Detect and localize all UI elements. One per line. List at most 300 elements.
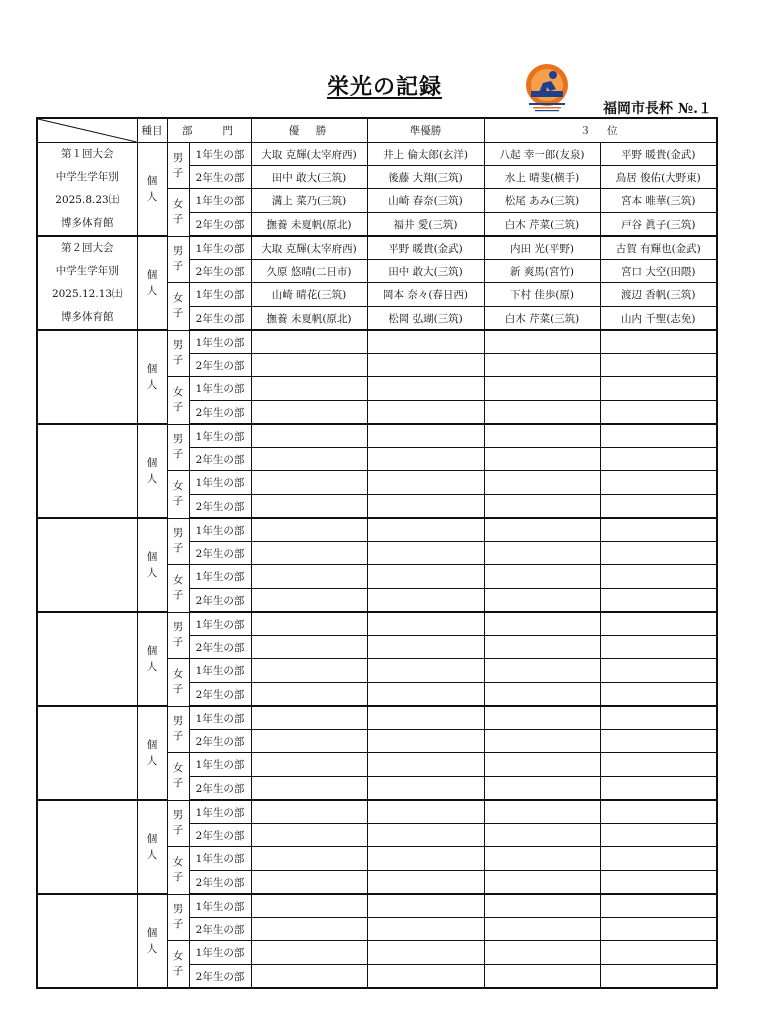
third1-cell bbox=[484, 542, 600, 565]
winner-cell bbox=[251, 542, 367, 565]
third2-cell bbox=[600, 730, 717, 753]
gender-female-label: 女子 bbox=[172, 386, 184, 414]
competition-line: 博多体育館 bbox=[61, 217, 114, 229]
third1-cell: 八起 幸一郎(友泉) bbox=[484, 143, 600, 166]
event-label: 個人 bbox=[146, 363, 158, 391]
third2-cell bbox=[600, 871, 717, 895]
third1-cell bbox=[484, 683, 600, 707]
competition-line bbox=[38, 588, 137, 611]
third2-cell bbox=[600, 471, 717, 495]
record-table bbox=[36, 117, 718, 989]
runner-up-cell bbox=[367, 941, 484, 965]
gender-male-label: 男子 bbox=[172, 433, 184, 461]
competition-line bbox=[38, 707, 137, 730]
winner-cell bbox=[251, 730, 367, 753]
runner-up-cell bbox=[367, 636, 484, 659]
third1-cell bbox=[484, 659, 600, 683]
third1-cell bbox=[484, 518, 600, 542]
competition-line bbox=[38, 494, 137, 517]
table-row bbox=[37, 236, 717, 260]
third2-cell: 鳥居 俊佑(大野東) bbox=[600, 166, 717, 189]
winner-cell bbox=[251, 424, 367, 448]
third1-cell bbox=[484, 777, 600, 801]
third2-cell bbox=[600, 941, 717, 965]
gender-male-cell bbox=[167, 330, 189, 377]
competition-info bbox=[38, 519, 137, 611]
gender-male-label: 男子 bbox=[172, 809, 184, 837]
gender-male-cell bbox=[167, 518, 189, 565]
third2-cell: 戸谷 眞子(三筑) bbox=[600, 213, 717, 237]
header-row bbox=[37, 118, 717, 143]
division-cell: 2年生の部 bbox=[189, 542, 251, 565]
competition-line bbox=[38, 753, 137, 776]
third2-cell bbox=[600, 894, 717, 918]
runner-up-cell bbox=[367, 448, 484, 471]
runner-up-cell: 後藤 大翔(三筑) bbox=[367, 166, 484, 189]
division-cell: 2年生の部 bbox=[189, 354, 251, 377]
division-cell: 1年生の部 bbox=[189, 706, 251, 730]
runner-up-cell: 福井 愛(三筑) bbox=[367, 213, 484, 237]
third2-cell: 古賀 有輝也(金武) bbox=[600, 236, 717, 260]
competition-line bbox=[38, 730, 137, 753]
table-row bbox=[37, 330, 717, 354]
division-cell: 2年生の部 bbox=[189, 824, 251, 847]
division-cell: 2年生の部 bbox=[189, 166, 251, 189]
third2-cell: 平野 暖貴(金武) bbox=[600, 143, 717, 166]
competition-line bbox=[38, 636, 137, 659]
winner-cell bbox=[251, 777, 367, 801]
third2-cell bbox=[600, 847, 717, 871]
runner-up-cell bbox=[367, 965, 484, 989]
winner-cell bbox=[251, 894, 367, 918]
runner-up-cell bbox=[367, 565, 484, 589]
gender-female-cell bbox=[167, 565, 189, 613]
winner-cell: 撫養 未夏帆(原北) bbox=[251, 307, 367, 331]
gender-male-label: 男子 bbox=[172, 339, 184, 367]
winner-cell bbox=[251, 847, 367, 871]
winner-cell bbox=[251, 471, 367, 495]
competition-line: 中学生学年別 bbox=[55, 265, 119, 277]
competition-line: 2025.12.13㈯ bbox=[51, 288, 123, 300]
competition-line bbox=[38, 425, 137, 448]
gender-female-cell bbox=[167, 847, 189, 895]
third1-cell: 下村 佳歩(原) bbox=[484, 283, 600, 307]
competition-info bbox=[38, 237, 137, 329]
winner-cell bbox=[251, 706, 367, 730]
division-cell: 1年生の部 bbox=[189, 518, 251, 542]
table-row bbox=[37, 612, 717, 636]
division-cell: 1年生の部 bbox=[189, 236, 251, 260]
competition-cell bbox=[37, 612, 137, 706]
competition-info bbox=[38, 707, 137, 799]
competition-cell bbox=[37, 800, 137, 894]
competition-cell bbox=[37, 424, 137, 518]
page-title: 栄光の記録 bbox=[327, 74, 443, 100]
division-cell: 2年生の部 bbox=[189, 636, 251, 659]
winner-cell bbox=[251, 377, 367, 401]
third1-cell bbox=[484, 448, 600, 471]
winner-cell: 山崎 晴花(三筑) bbox=[251, 283, 367, 307]
competition-info bbox=[38, 331, 137, 423]
gender-male-label: 男子 bbox=[172, 245, 184, 273]
division-cell: 1年生の部 bbox=[189, 283, 251, 307]
runner-up-cell bbox=[367, 918, 484, 941]
runner-up-cell bbox=[367, 730, 484, 753]
winner-cell bbox=[251, 659, 367, 683]
third1-cell bbox=[484, 800, 600, 824]
event-label: 個人 bbox=[146, 739, 158, 767]
third1-cell bbox=[484, 471, 600, 495]
division-cell: 2年生の部 bbox=[189, 871, 251, 895]
gender-female-label: 女子 bbox=[172, 198, 184, 226]
runner-up-cell bbox=[367, 377, 484, 401]
runner-up-cell bbox=[367, 542, 484, 565]
table-row bbox=[37, 424, 717, 448]
division-cell: 2年生の部 bbox=[189, 401, 251, 425]
third1-cell bbox=[484, 424, 600, 448]
third1-cell bbox=[484, 941, 600, 965]
winner-cell bbox=[251, 354, 367, 377]
winner-cell bbox=[251, 941, 367, 965]
table-row bbox=[37, 706, 717, 730]
event-label: 個人 bbox=[146, 457, 158, 485]
winner-cell: 田中 敢大(三筑) bbox=[251, 166, 367, 189]
runner-up-cell bbox=[367, 471, 484, 495]
competition-cell bbox=[37, 236, 137, 330]
competition-info bbox=[38, 801, 137, 893]
competition-info bbox=[38, 613, 137, 705]
division-cell: 1年生の部 bbox=[189, 143, 251, 166]
runner-up-cell bbox=[367, 424, 484, 448]
runner-up-cell bbox=[367, 401, 484, 425]
winner-cell bbox=[251, 565, 367, 589]
header-runner-up: 準優勝 bbox=[367, 118, 484, 143]
third1-cell: 内田 光(平野) bbox=[484, 236, 600, 260]
gender-male-cell bbox=[167, 612, 189, 659]
winner-cell bbox=[251, 753, 367, 777]
gender-female-label: 女子 bbox=[172, 480, 184, 508]
runner-up-cell bbox=[367, 824, 484, 847]
competition-line bbox=[38, 400, 137, 423]
third1-cell bbox=[484, 495, 600, 519]
winner-cell bbox=[251, 824, 367, 847]
division-cell: 2年生の部 bbox=[189, 260, 251, 283]
competition-line bbox=[38, 377, 137, 400]
third2-cell bbox=[600, 636, 717, 659]
competition-line bbox=[38, 964, 137, 987]
third2-cell bbox=[600, 377, 717, 401]
runner-up-cell bbox=[367, 683, 484, 707]
competition-line: 2025.8.23㈯ bbox=[55, 194, 120, 206]
competition-cell bbox=[37, 518, 137, 612]
third2-cell bbox=[600, 965, 717, 989]
gender-female-label: 女子 bbox=[172, 762, 184, 790]
third2-cell bbox=[600, 612, 717, 636]
event-cell bbox=[137, 612, 167, 706]
event-cell bbox=[137, 143, 167, 237]
runner-up-cell bbox=[367, 612, 484, 636]
winner-cell bbox=[251, 965, 367, 989]
runner-up-cell: 岡本 奈々(春日西) bbox=[367, 283, 484, 307]
third1-cell: 新 爽馬(宮竹) bbox=[484, 260, 600, 283]
gender-female-cell bbox=[167, 941, 189, 989]
competition-line bbox=[38, 682, 137, 705]
competition-info bbox=[38, 143, 137, 235]
third1-cell bbox=[484, 753, 600, 777]
third1-cell: 白木 芹菜(三筑) bbox=[484, 307, 600, 331]
event-cell bbox=[137, 236, 167, 330]
third1-cell bbox=[484, 377, 600, 401]
competition-cell bbox=[37, 706, 137, 800]
third2-cell bbox=[600, 448, 717, 471]
gender-female-label: 女子 bbox=[172, 950, 184, 977]
competition-info bbox=[38, 425, 137, 517]
tournament-logo bbox=[523, 63, 571, 115]
winner-cell: 大取 克輝(太宰府西) bbox=[251, 236, 367, 260]
competition-line bbox=[38, 870, 137, 893]
winner-cell: 大取 克輝(太宰府西) bbox=[251, 143, 367, 166]
division-cell: 2年生の部 bbox=[189, 307, 251, 331]
third1-cell bbox=[484, 847, 600, 871]
cup-number: 福岡市長杯 №.１ bbox=[603, 101, 712, 117]
runner-up-cell bbox=[367, 777, 484, 801]
competition-line: 中学生学年別 bbox=[55, 171, 119, 183]
runner-up-cell: 松岡 弘瑚(三筑) bbox=[367, 307, 484, 331]
winner-cell bbox=[251, 612, 367, 636]
table-row bbox=[37, 518, 717, 542]
winner-cell bbox=[251, 589, 367, 613]
third2-cell bbox=[600, 589, 717, 613]
third2-cell: 宮本 唯華(三筑) bbox=[600, 189, 717, 213]
header-third: ３ 位 bbox=[484, 118, 717, 143]
third2-cell bbox=[600, 918, 717, 941]
division-cell: 2年生の部 bbox=[189, 213, 251, 237]
runner-up-cell bbox=[367, 354, 484, 377]
third1-cell bbox=[484, 871, 600, 895]
division-cell: 2年生の部 bbox=[189, 777, 251, 801]
third1-cell bbox=[484, 612, 600, 636]
competition-line bbox=[38, 471, 137, 494]
header-winner: 優 勝 bbox=[251, 118, 367, 143]
third2-cell bbox=[600, 706, 717, 730]
event-label: 個人 bbox=[146, 551, 158, 579]
winner-cell bbox=[251, 495, 367, 519]
gender-male-cell bbox=[167, 236, 189, 283]
division-cell: 1年生の部 bbox=[189, 847, 251, 871]
competition-line bbox=[38, 918, 137, 941]
runner-up-cell: 山崎 春奈(三筑) bbox=[367, 189, 484, 213]
gender-female-label: 女子 bbox=[172, 668, 184, 696]
runner-up-cell bbox=[367, 800, 484, 824]
competition-line bbox=[38, 542, 137, 565]
gender-male-cell bbox=[167, 894, 189, 941]
event-label: 個人 bbox=[146, 927, 158, 955]
winner-cell bbox=[251, 518, 367, 542]
competition-line bbox=[38, 331, 137, 354]
winner-cell bbox=[251, 636, 367, 659]
runner-up-cell bbox=[367, 871, 484, 895]
third2-cell bbox=[600, 354, 717, 377]
competition-line bbox=[38, 565, 137, 588]
runner-up-cell bbox=[367, 330, 484, 354]
third2-cell bbox=[600, 330, 717, 354]
third1-cell bbox=[484, 706, 600, 730]
third2-cell: 山内 千聖(志免) bbox=[600, 307, 717, 331]
third2-cell bbox=[600, 542, 717, 565]
winner-cell bbox=[251, 401, 367, 425]
division-cell: 2年生の部 bbox=[189, 730, 251, 753]
division-cell: 1年生の部 bbox=[189, 894, 251, 918]
third2-cell bbox=[600, 683, 717, 707]
event-label: 個人 bbox=[146, 269, 158, 297]
competition-line bbox=[38, 354, 137, 377]
winner-cell bbox=[251, 800, 367, 824]
competition-cell bbox=[37, 143, 137, 237]
third1-cell bbox=[484, 636, 600, 659]
gender-female-label: 女子 bbox=[172, 856, 184, 884]
competition-line: 第１回大会 bbox=[61, 148, 114, 160]
division-cell: 1年生の部 bbox=[189, 753, 251, 777]
header-division: 部 門 bbox=[167, 118, 251, 143]
division-cell: 1年生の部 bbox=[189, 424, 251, 448]
gender-male-cell bbox=[167, 143, 189, 189]
third1-cell bbox=[484, 565, 600, 589]
third1-cell bbox=[484, 965, 600, 989]
gender-male-label: 男子 bbox=[172, 621, 184, 649]
competition-line bbox=[38, 895, 137, 918]
division-cell: 1年生の部 bbox=[189, 330, 251, 354]
division-cell: 1年生の部 bbox=[189, 612, 251, 636]
competition-line bbox=[38, 847, 137, 870]
competition-line bbox=[38, 941, 137, 964]
winner-cell: 溝上 菜乃(三筑) bbox=[251, 189, 367, 213]
runner-up-cell bbox=[367, 753, 484, 777]
runner-up-cell bbox=[367, 894, 484, 918]
event-label: 個人 bbox=[146, 645, 158, 673]
division-cell: 1年生の部 bbox=[189, 189, 251, 213]
header-event: 種目 bbox=[137, 118, 167, 143]
division-cell: 2年生の部 bbox=[189, 448, 251, 471]
division-cell: 1年生の部 bbox=[189, 800, 251, 824]
competition-line: 第２回大会 bbox=[61, 242, 114, 254]
winner-cell: 久原 悠晴(二日市) bbox=[251, 260, 367, 283]
competition-line bbox=[38, 776, 137, 799]
winner-cell bbox=[251, 918, 367, 941]
third2-cell: 宮口 大空(田隈) bbox=[600, 260, 717, 283]
gender-male-cell bbox=[167, 800, 189, 847]
event-cell bbox=[137, 330, 167, 424]
table-row bbox=[37, 800, 717, 824]
gender-female-cell bbox=[167, 283, 189, 331]
third1-cell bbox=[484, 730, 600, 753]
division-cell: 1年生の部 bbox=[189, 659, 251, 683]
third2-cell bbox=[600, 424, 717, 448]
runner-up-cell: 田中 敢大(三筑) bbox=[367, 260, 484, 283]
runner-up-cell bbox=[367, 518, 484, 542]
winner-cell bbox=[251, 448, 367, 471]
runner-up-cell bbox=[367, 847, 484, 871]
event-label: 個人 bbox=[146, 175, 158, 203]
runner-up-cell bbox=[367, 659, 484, 683]
winner-cell bbox=[251, 330, 367, 354]
gender-female-label: 女子 bbox=[172, 292, 184, 320]
third1-cell bbox=[484, 918, 600, 941]
division-cell: 2年生の部 bbox=[189, 918, 251, 941]
gender-female-cell bbox=[167, 377, 189, 425]
competition-cell bbox=[37, 894, 137, 988]
gender-male-cell bbox=[167, 424, 189, 471]
runner-up-cell bbox=[367, 589, 484, 613]
event-label: 個人 bbox=[146, 833, 158, 861]
gender-male-label: 男子 bbox=[172, 527, 184, 555]
table-row bbox=[37, 894, 717, 918]
runner-up-cell bbox=[367, 706, 484, 730]
competition-line bbox=[38, 801, 137, 824]
third1-cell bbox=[484, 589, 600, 613]
third2-cell bbox=[600, 800, 717, 824]
gender-male-cell bbox=[167, 706, 189, 753]
division-cell: 2年生の部 bbox=[189, 965, 251, 989]
third1-cell: 水上 晴斐(横手) bbox=[484, 166, 600, 189]
winner-cell bbox=[251, 683, 367, 707]
event-cell bbox=[137, 518, 167, 612]
third2-cell bbox=[600, 565, 717, 589]
gender-male-label: 男子 bbox=[172, 903, 184, 931]
third2-cell bbox=[600, 495, 717, 519]
gender-female-cell bbox=[167, 189, 189, 237]
gender-female-label: 女子 bbox=[172, 574, 184, 602]
runner-up-cell: 井上 倫太郎(玄洋) bbox=[367, 143, 484, 166]
competition-cell bbox=[37, 330, 137, 424]
division-cell: 2年生の部 bbox=[189, 495, 251, 519]
division-cell: 2年生の部 bbox=[189, 589, 251, 613]
competition-info bbox=[38, 895, 137, 987]
event-cell bbox=[137, 800, 167, 894]
third1-cell bbox=[484, 330, 600, 354]
division-cell: 1年生の部 bbox=[189, 471, 251, 495]
runner-up-cell: 平野 暖貴(金武) bbox=[367, 236, 484, 260]
gender-female-cell bbox=[167, 753, 189, 801]
header-diagonal-cell bbox=[37, 118, 137, 143]
winner-cell bbox=[251, 871, 367, 895]
event-cell bbox=[137, 894, 167, 988]
runner-up-cell bbox=[367, 495, 484, 519]
third1-cell bbox=[484, 401, 600, 425]
gender-male-label: 男子 bbox=[172, 715, 184, 743]
competition-line bbox=[38, 448, 137, 471]
table-row bbox=[37, 143, 717, 166]
event-cell bbox=[137, 424, 167, 518]
third2-cell bbox=[600, 777, 717, 801]
third2-cell bbox=[600, 753, 717, 777]
gender-male-label: 男子 bbox=[172, 151, 184, 179]
competition-line bbox=[38, 824, 137, 847]
third2-cell bbox=[600, 518, 717, 542]
third1-cell bbox=[484, 824, 600, 847]
competition-line bbox=[38, 519, 137, 542]
division-cell: 2年生の部 bbox=[189, 683, 251, 707]
competition-line bbox=[38, 659, 137, 682]
gender-female-cell bbox=[167, 471, 189, 519]
third2-cell: 渡辺 香帆(三筑) bbox=[600, 283, 717, 307]
winner-cell: 撫養 未夏帆(原北) bbox=[251, 213, 367, 237]
third2-cell bbox=[600, 659, 717, 683]
third2-cell bbox=[600, 824, 717, 847]
gender-female-cell bbox=[167, 659, 189, 707]
competition-line: 博多体育館 bbox=[61, 311, 114, 323]
third1-cell bbox=[484, 354, 600, 377]
third1-cell bbox=[484, 894, 600, 918]
